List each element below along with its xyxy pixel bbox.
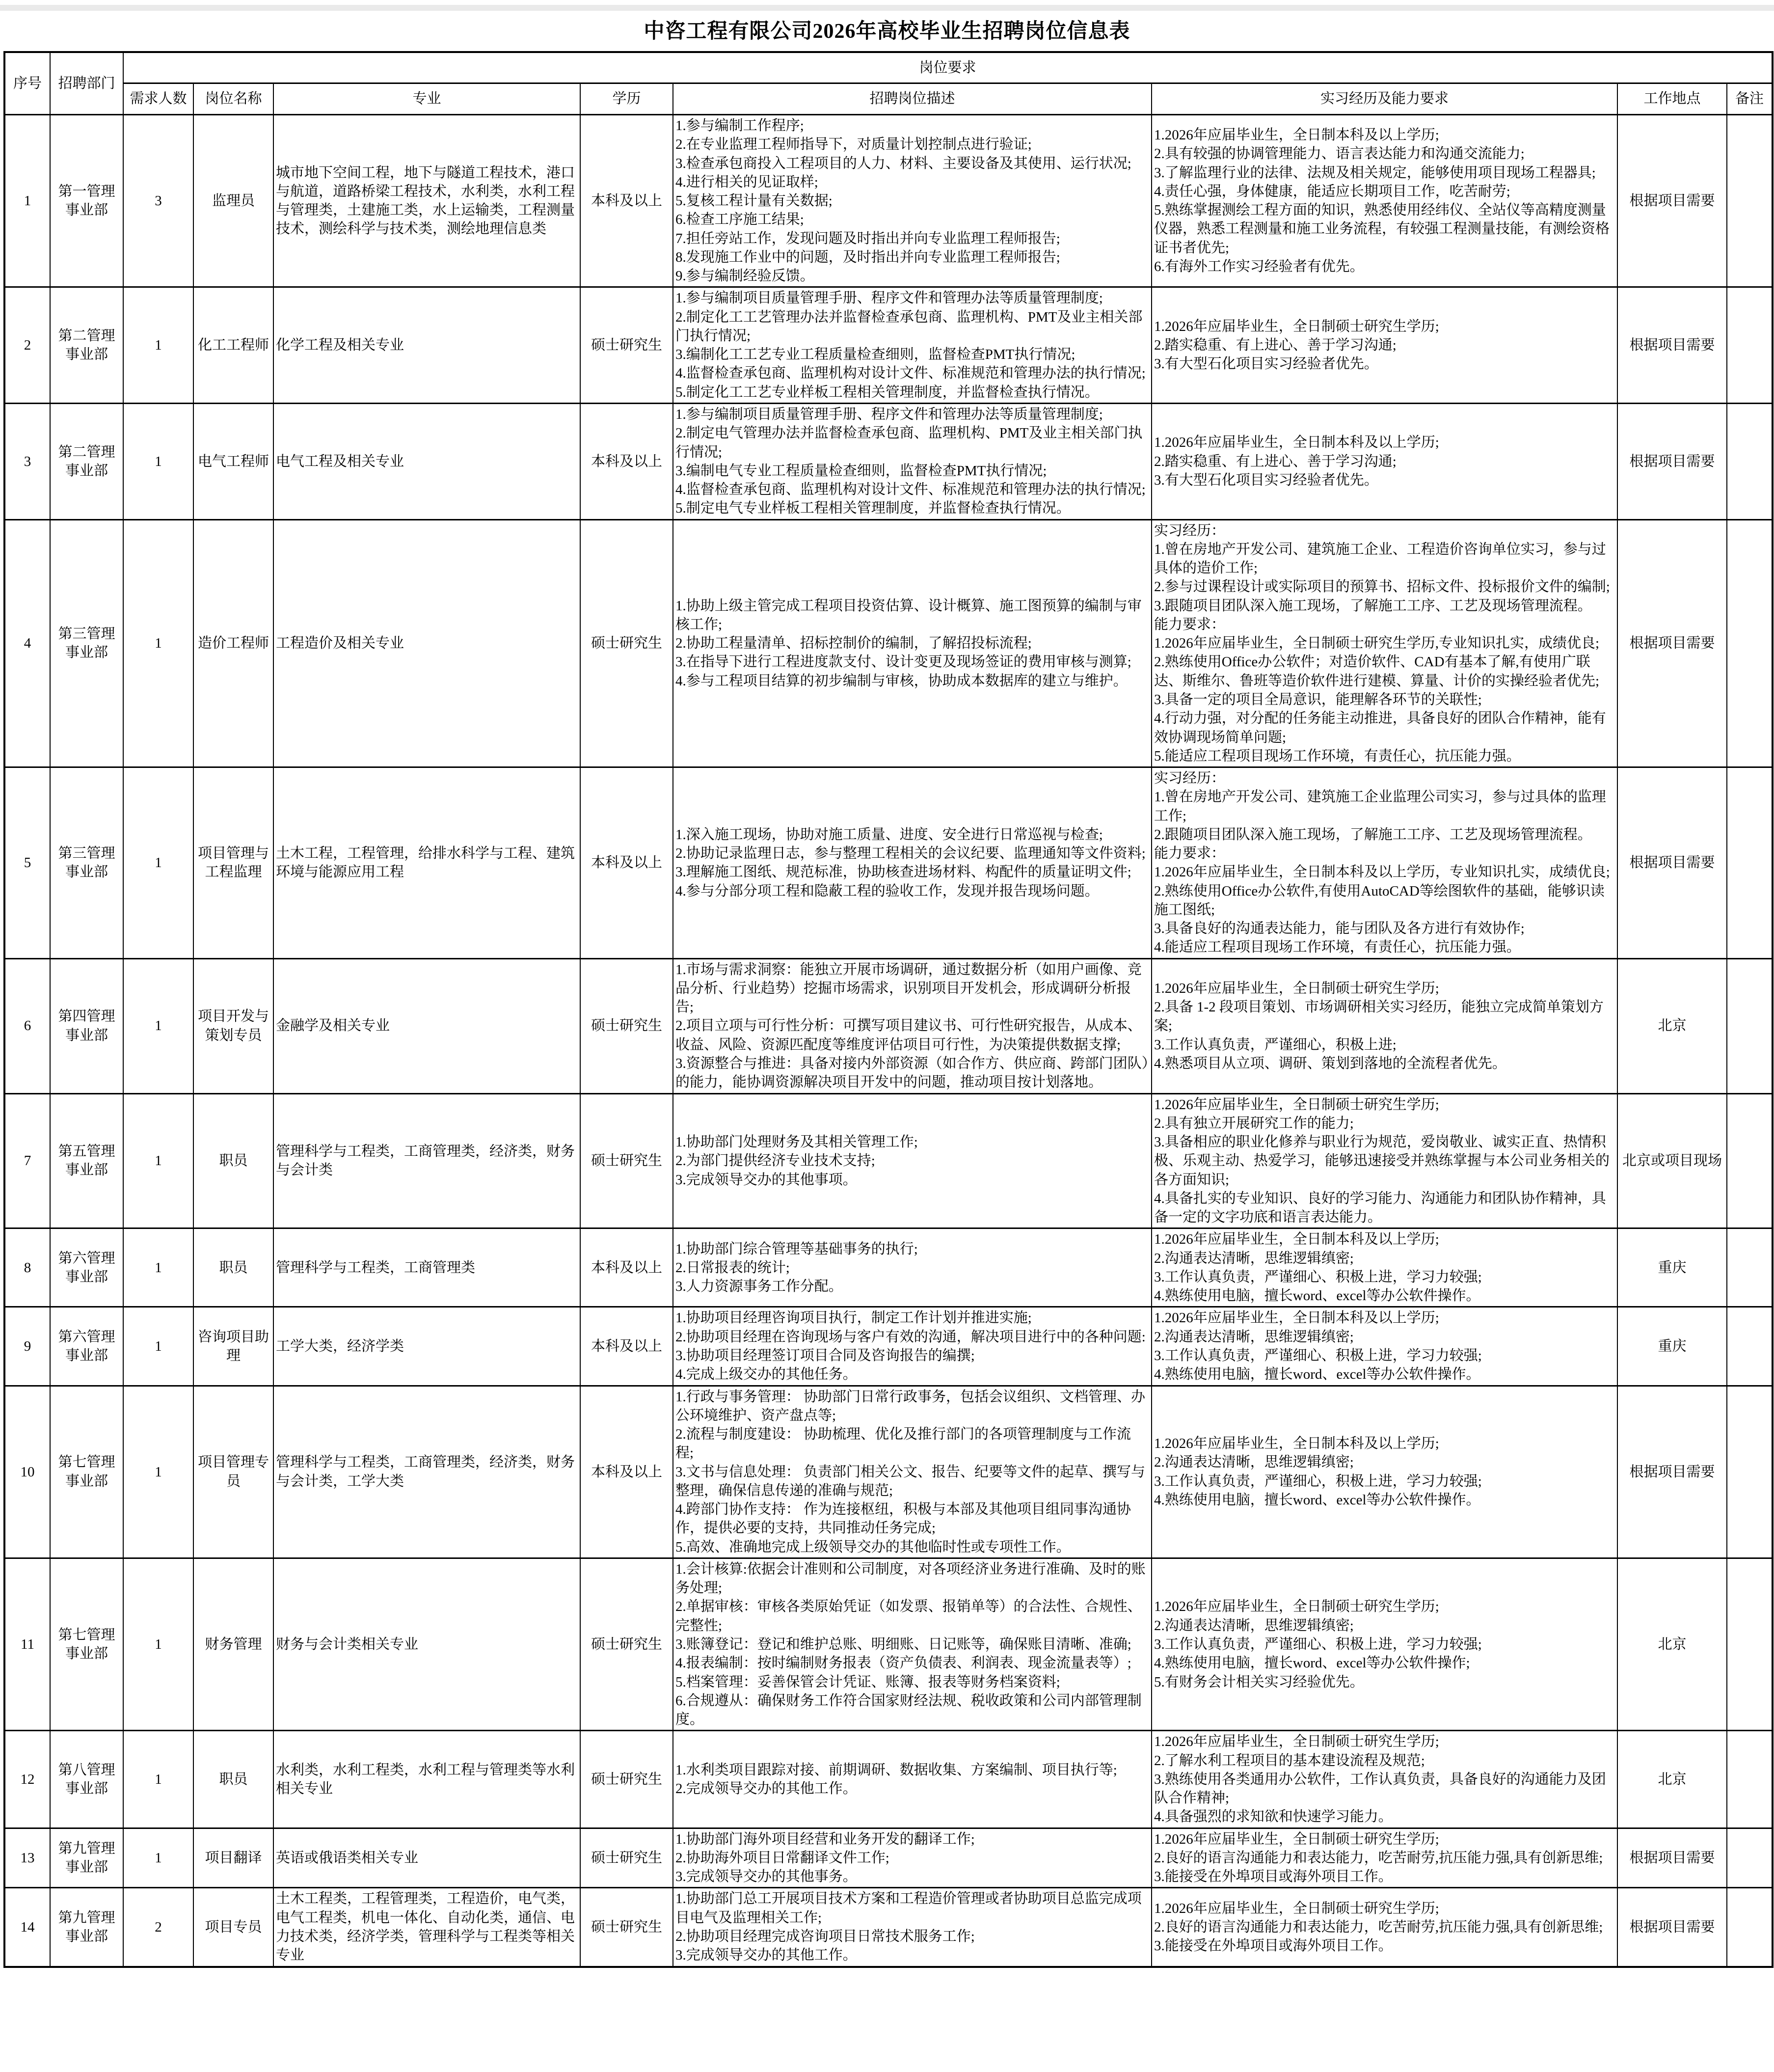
cell-serial-number: 2 — [4, 287, 50, 404]
cell-position-name: 化工工程师 — [193, 287, 273, 404]
cell-work-location: 根据项目需要 — [1617, 767, 1727, 959]
cell-work-location: 北京 — [1617, 1558, 1727, 1730]
cell-experience-requirements: 1.2026年应届毕业生，全日制硕士研究生学历; 2.沟通表达清晰，思维逻辑缜密; 3.工作认真负责，严谨细心、积极上进，学习力较强; 4.熟练使用电脑，擅长word、excel等办公软件操作; 5.有财务会计相关实习经验优先。 — [1152, 1558, 1617, 1730]
cell-major: 管理科学与工程类，工商管理类，经济类，财务与会计类，工学大类 — [273, 1386, 580, 1558]
header-requirement-group: 岗位要求 — [123, 52, 1773, 83]
cell-position-name: 职员 — [193, 1093, 273, 1228]
cell-department: 第二管理事业部 — [50, 287, 123, 404]
cell-experience-requirements: 实习经历： 1.曾在房地产开发公司、建筑施工企业监理公司实习，参与过具体的监理工作; 2.跟随项目团队深入施工现场，了解施工工序、工艺及现场管理流程。 能力要求： 1.2026年应届毕业生，全日制本科及以上学历，专业知识扎实，成绩优良; 2.熟练使用Office办公软件,有使用AutoCAD等绘图软件的基础，能够识读施工图纸; 3.具备良好的沟通表达能力，能与团队及各方进行有效协作; 4.能适应工程项目现场工作环境，有责任心，抗压能力强。 — [1152, 767, 1617, 959]
table-row — [4, 767, 1773, 959]
table-body — [4, 115, 1773, 1967]
cell-headcount: 1 — [123, 1093, 193, 1228]
cell-headcount: 1 — [123, 1731, 193, 1828]
cell-major: 管理科学与工程类，工商管理类 — [273, 1228, 580, 1307]
page-title: 中咨工程有限公司2026年高校毕业生招聘岗位信息表 — [644, 20, 1130, 43]
cell-serial-number: 12 — [4, 1731, 50, 1828]
cell-experience-requirements: 1.2026年应届毕业生，全日制硕士研究生学历; 2.具有独立开展研究工作的能力; 3.具备相应的职业化修养与职业行为规范，爱岗敬业、诚实正直、热情积极、乐观主动、热爱学习，能够迅速接受并熟练掌握与本公司业务相关的各方面知识; 4.具备扎实的专业知识、良好的学习能力、沟通能力和团队协作精神，具备一定的文字功底和语言表达能力。 — [1152, 1093, 1617, 1228]
cell-experience-requirements: 1.2026年应届毕业生，全日制本科及以上学历; 2.踏实稳重、有上进心、善于学习沟通; 3.有大型石化项目实习经验者优先。 — [1152, 403, 1617, 519]
cell-headcount: 1 — [123, 767, 193, 959]
cell-headcount: 1 — [123, 1828, 193, 1888]
cell-headcount: 1 — [123, 403, 193, 519]
cell-education: 本科及以上 — [580, 767, 673, 959]
table-row — [4, 1386, 1773, 1558]
table-row — [4, 1307, 1773, 1386]
cell-department: 第三管理事业部 — [50, 767, 123, 959]
cell-experience-requirements: 1.2026年应届毕业生，全日制本科及以上学历; 2.沟通表达清晰，思维逻辑缜密; 3.工作认真负责，严谨细心、积极上进，学习力较强; 4.熟练使用电脑，擅长word、excel等办公软件操作。 — [1152, 1307, 1617, 1386]
cell-experience-requirements: 实习经历： 1.曾在房地产开发公司、建筑施工企业、工程造价咨询单位实习，参与过具体的造价工作; 2.参与过课程设计或实际项目的预算书、招标文件、投标报价文件的编制; 3.跟随项目团队深入施工现场，了解施工工序、工艺及现场管理流程。 能力要求： 1.2026年应届毕业生，全日制硕士研究生学历,专业知识扎实，成绩优良; 2.熟练使用Office办公软件；对造价软件、CAD有基本了解,有使用广联达、斯维尔、鲁班等造价软件进行建模、算量、计价的实操经验者优先; 3.具备一定的项目全局意识，能理解各环节的关联性; 4.行动力强，对分配的任务能主动推进，具备良好的团队合作精神，能有效协调现场简单问题; 5.能适应工程项目现场工作环境，有责任心，抗压能力强。 — [1152, 519, 1617, 767]
cell-education: 硕士研究生 — [580, 519, 673, 767]
cell-department: 第一管理事业部 — [50, 115, 123, 287]
cell-remark — [1727, 1888, 1773, 1967]
cell-remark — [1727, 767, 1773, 959]
cell-experience-requirements: 1.2026年应届毕业生，全日制硕士研究生学历; 2.良好的语言沟通能力和表达能力，吃苦耐劳,抗压能力强,具有创新思维; 3.能接受在外埠项目或海外项目工作。 — [1152, 1828, 1617, 1888]
cell-serial-number: 3 — [4, 403, 50, 519]
table-row — [4, 1888, 1773, 1967]
cell-education: 本科及以上 — [580, 1228, 673, 1307]
cell-department: 第七管理事业部 — [50, 1558, 123, 1730]
cell-job-description: 1.协助部门总工开展项目技术方案和工程造价管理或者协助项目总监完成项目电气及监理相关工作; 2.协助项目经理完成咨询项目日常技术服务工作; 3.完成领导交办的其他工作。 — [673, 1888, 1152, 1967]
cell-education: 本科及以上 — [580, 1307, 673, 1386]
cell-serial-number: 14 — [4, 1888, 50, 1967]
cell-remark — [1727, 1828, 1773, 1888]
cell-remark — [1727, 1731, 1773, 1828]
header-major: 专业 — [273, 83, 580, 115]
table-row — [4, 958, 1773, 1093]
cell-job-description: 1.深入施工现场，协助对施工质量、进度、安全进行日常巡视与检查; 2.协助记录监理日志，参与整理工程相关的会议纪要、监理通知等文件资料; 3.理解施工图纸、规范标准，协助核查进场材料、构配件的质量证明文件; 4.参与分部分项工程和隐蔽工程的验收工作，发现并报告现场问题。 — [673, 767, 1152, 959]
cell-education: 硕士研究生 — [580, 1731, 673, 1828]
cell-major: 英语或俄语类相关专业 — [273, 1828, 580, 1888]
header-position: 岗位名称 — [193, 83, 273, 115]
cell-education: 硕士研究生 — [580, 1093, 673, 1228]
cell-department: 第九管理事业部 — [50, 1888, 123, 1967]
cell-job-description: 1.参与编制项目质量管理手册、程序文件和管理办法等质量管理制度; 2.制定电气管理办法并监督检查承包商、监理机构、PMT及业主相关部门执行情况; 3.编制电气专业工程质量检查细则，监督检查PMT执行情况; 4.监督检查承包商、监理机构对设计文件、标准规范和管理办法的执行情况; 5.制定电气专业样板工程相关管理制度，并监督检查执行情况。 — [673, 403, 1152, 519]
cell-major: 财务与会计类相关专业 — [273, 1558, 580, 1730]
cell-serial-number: 11 — [4, 1558, 50, 1730]
cell-position-name: 职员 — [193, 1731, 273, 1828]
cell-job-description: 1.参与编制工作程序; 2.在专业监理工程师指导下，对质量计划控制点进行验证; 3.检查承包商投入工程项目的人力、材料、主要设备及其使用、运行状况; 4.进行相关的见证取样; 5.复核工程计量有关数据; 6.检查工序施工结果; 7.担任旁站工作，发现问题及时指出并向专业监理工程师报告; 8.发现施工作业中的问题，及时指出并向专业监理工程师报告; 9.参与编制经验反馈。 — [673, 115, 1152, 287]
cell-job-description: 1.行政与事务管理： 协助部门日常行政事务，包括会议组织、文档管理、办公环境维护、资产盘点等; 2.流程与制度建设： 协助梳理、优化及推行部门的各项管理制度与工作流程; 3.文书与信息处理： 负责部门相关公文、报告、纪要等文件的起草、撰写与整理，确保信息传递的准确与规范; 4.跨部门协作支持： 作为连接枢纽，积极与本部及其他项目组同事沟通协作，提供必要的支持，共同推动任务完成; 5.高效、准确地完成上级领导交办的其他临时性或专项性工作。 — [673, 1386, 1152, 1558]
cell-work-location: 根据项目需要 — [1617, 1828, 1727, 1888]
cell-job-description: 1.协助项目经理咨询项目执行，制定工作计划并推进实施; 2.协助项目经理在咨询现场与客户有效的沟通，解决项目进行中的各种问题: 3.协助项目经理签订项目合同及咨询报告的编撰; 4.完成上级交办的其他任务。 — [673, 1307, 1152, 1386]
cell-serial-number: 9 — [4, 1307, 50, 1386]
cell-experience-requirements: 1.2026年应届毕业生，全日制本科及以上学历; 2.沟通表达清晰，思维逻辑缜密; 3.工作认真负责，严谨细心，积极上进，学习力较强; 4.熟练使用电脑，擅长word、excel等办公软件操作。 — [1152, 1386, 1617, 1558]
table-row — [4, 1828, 1773, 1888]
cell-position-name: 职员 — [193, 1228, 273, 1307]
cell-headcount: 1 — [123, 1558, 193, 1730]
cell-department: 第四管理事业部 — [50, 958, 123, 1093]
cell-serial-number: 4 — [4, 519, 50, 767]
cell-major: 电气工程及相关专业 — [273, 403, 580, 519]
cell-major: 管理科学与工程类，工商管理类，经济类，财务与会计类 — [273, 1093, 580, 1228]
cell-department: 第七管理事业部 — [50, 1386, 123, 1558]
cell-serial-number: 1 — [4, 115, 50, 287]
page-root — [0, 15, 1774, 1968]
cell-remark — [1727, 519, 1773, 767]
cell-work-location: 北京或项目现场 — [1617, 1093, 1727, 1228]
cell-headcount: 1 — [123, 287, 193, 404]
cell-job-description: 1.水利类项目跟踪对接、前期调研、数据收集、方案编制、项目执行等; 2.完成领导交办的其他工作。 — [673, 1731, 1152, 1828]
cell-education: 本科及以上 — [580, 115, 673, 287]
cell-job-description: 1.参与编制项目质量管理手册、程序文件和管理办法等质量管理制度; 2.制定化工工艺管理办法并监督检查承包商、监理机构、PMT及业主相关部门执行情况; 3.编制化工工艺专业工程质量检查细则，监督检查PMT执行情况; 4.监督检查承包商、监理机构对设计文件、标准规范和管理办法的执行情况; 5.制定化工工艺专业样板工程相关管理制度，并监督检查执行情况。 — [673, 287, 1152, 404]
cell-serial-number: 10 — [4, 1386, 50, 1558]
cell-work-location: 北京 — [1617, 1731, 1727, 1828]
cell-work-location: 根据项目需要 — [1617, 519, 1727, 767]
cell-headcount: 1 — [123, 958, 193, 1093]
cell-major: 水利类，水利工程类，水利工程与管理类等水利相关专业 — [273, 1731, 580, 1828]
header-experience: 实习经历及能力要求 — [1152, 83, 1617, 115]
cell-major: 城市地下空间工程，地下与隧道工程技术，港口与航道，道路桥梁工程技术，水利类，水利工程与管理类，土建施工类，水上运输类，工程测量技术，测绘科学与技术类，测绘地理信息类 — [273, 115, 580, 287]
cell-education: 硕士研究生 — [580, 958, 673, 1093]
table-row — [4, 519, 1773, 767]
table-row — [4, 1228, 1773, 1307]
cell-department: 第五管理事业部 — [50, 1093, 123, 1228]
cell-major: 土木工程类，工程管理类，工程造价，电气类，电气工程类，机电一体化、自动化类，通信、电力技术类，经济学类，管理科学与工程类等相关专业 — [273, 1888, 580, 1967]
top-gray-strip — [0, 5, 1774, 11]
cell-position-name: 咨询项目助理 — [193, 1307, 273, 1386]
cell-remark — [1727, 1307, 1773, 1386]
cell-position-name: 财务管理 — [193, 1558, 273, 1730]
cell-job-description: 1.会计核算:依据会计准则和公司制度，对各项经济业务进行准确、及时的账务处理; 2.单据审核：审核各类原始凭证（如发票、报销单等）的合法性、合规性、完整性; 3.账簿登记：登记和维护总账、明细账、日记账等，确保账目清晰、准确; 4.报表编制：按时编制财务报表（资产负债表、利润表、现金流量表等）; 5.档案管理：妥善保管会计凭证、账簿、报表等财务档案资料; 6.合规遵从：确保财务工作符合国家财经法规、税收政策和公司内部管理制度。 — [673, 1558, 1152, 1730]
cell-major: 化学工程及相关专业 — [273, 287, 580, 404]
table-row — [4, 1093, 1773, 1228]
cell-experience-requirements: 1.2026年应届毕业生，全日制硕士研究生学历; 2.了解水利工程项目的基本建设流程及规范; 3.熟练使用各类通用办公软件，工作认真负责，具备良好的沟通能力及团队合作精神; 4.具备强烈的求知欲和快速学习能力。 — [1152, 1731, 1617, 1828]
cell-experience-requirements: 1.2026年应届毕业生，全日制硕士研究生学历; 2.良好的语言沟通能力和表达能力，吃苦耐劳,抗压能力强,具有创新思维; 3.能接受在外埠项目或海外项目工作。 — [1152, 1888, 1617, 1967]
table-row — [4, 1731, 1773, 1828]
cell-work-location: 根据项目需要 — [1617, 403, 1727, 519]
cell-headcount: 1 — [123, 1228, 193, 1307]
cell-work-location: 根据项目需要 — [1617, 287, 1727, 404]
table-row — [4, 115, 1773, 287]
cell-experience-requirements: 1.2026年应届毕业生，全日制本科及以上学历; 2.沟通表达清晰，思维逻辑缜密; 3.工作认真负责，严谨细心、积极上进，学习力较强; 4.熟练使用电脑，擅长word、excel等办公软件操作。 — [1152, 1228, 1617, 1307]
cell-position-name: 项目专员 — [193, 1888, 273, 1967]
cell-education: 硕士研究生 — [580, 1828, 673, 1888]
header-no: 序号 — [4, 52, 50, 115]
cell-major: 工程造价及相关专业 — [273, 519, 580, 767]
cell-job-description: 1.协助上级主管完成工程项目投资估算、设计概算、施工图预算的编制与审核工作; 2.协助工程量清单、招标控制价的编制，了解招投标流程; 3.在指导下进行工程进度款支付、设计变更及现场签证的费用审核与测算; 4.参与工程项目结算的初步编制与审核，协助成本数据库的建立与维护。 — [673, 519, 1152, 767]
cell-work-location: 重庆 — [1617, 1228, 1727, 1307]
header-count: 需求人数 — [123, 83, 193, 115]
cell-position-name: 项目开发与策划专员 — [193, 958, 273, 1093]
cell-remark — [1727, 287, 1773, 404]
cell-serial-number: 8 — [4, 1228, 50, 1307]
cell-remark — [1727, 403, 1773, 519]
cell-work-location: 根据项目需要 — [1617, 1386, 1727, 1558]
cell-education: 硕士研究生 — [580, 287, 673, 404]
table-row — [4, 287, 1773, 404]
cell-work-location: 根据项目需要 — [1617, 115, 1727, 287]
cell-headcount: 2 — [123, 1888, 193, 1967]
cell-experience-requirements: 1.2026年应届毕业生，全日制本科及以上学历; 2.具有较强的协调管理能力、语言表达能力和沟通交流能力; 3.了解监理行业的法律、法规及相关规定，能够使用项目现场工程器具; 4.责任心强，身体健康，能适应长期项目工作，吃苦耐劳; 5.熟练掌握测绘工程方面的知识，熟悉使用经纬仪、全站仪等高精度测量仪器，熟悉工程测量和施工业务流程，有较强工程测量技能，有测绘资格证书者优先; 6.有海外工作实习经验者有优先。 — [1152, 115, 1617, 287]
cell-work-location: 北京 — [1617, 958, 1727, 1093]
cell-department: 第九管理事业部 — [50, 1828, 123, 1888]
cell-education: 硕士研究生 — [580, 1888, 673, 1967]
header-location: 工作地点 — [1617, 83, 1727, 115]
table-row — [4, 1558, 1773, 1730]
cell-serial-number: 6 — [4, 958, 50, 1093]
header-row-group — [4, 52, 1773, 83]
cell-work-location: 重庆 — [1617, 1307, 1727, 1386]
cell-position-name: 项目翻译 — [193, 1828, 273, 1888]
cell-headcount: 1 — [123, 519, 193, 767]
table-header — [4, 52, 1773, 115]
cell-serial-number: 13 — [4, 1828, 50, 1888]
cell-remark — [1727, 1558, 1773, 1730]
cell-major: 工学大类，经济学类 — [273, 1307, 580, 1386]
cell-remark — [1727, 1386, 1773, 1558]
cell-department: 第六管理事业部 — [50, 1307, 123, 1386]
cell-department: 第三管理事业部 — [50, 519, 123, 767]
cell-department: 第八管理事业部 — [50, 1731, 123, 1828]
cell-remark — [1727, 1093, 1773, 1228]
cell-serial-number: 5 — [4, 767, 50, 959]
cell-headcount: 1 — [123, 1386, 193, 1558]
cell-remark — [1727, 1228, 1773, 1307]
cell-major: 土木工程，工程管理，给排水科学与工程、建筑环境与能源应用工程 — [273, 767, 580, 959]
cell-job-description: 1.市场与需求洞察：能独立开展市场调研，通过数据分析（如用户画像、竞品分析、行业趋势）挖掘市场需求，识别项目开发机会，形成调研分析报告; 2.项目立项与可行性分析：可撰写项目建议书、可行性研究报告，从成本、收益、风险、资源匹配度等维度评估项目可行性，为决策提供数据支撑; 3.资源整合与推进：具备对接内外部资源（如合作方、供应商、跨部门团队）的能力，能协调资源解决项目开发中的问题，推动项目按计划落地。 — [673, 958, 1152, 1093]
cell-experience-requirements: 1.2026年应届毕业生，全日制硕士研究生学历; 2.踏实稳重、有上进心、善于学习沟通; 3.有大型石化项目实习经验者优先。 — [1152, 287, 1617, 404]
table-row — [4, 403, 1773, 519]
recruitment-table — [3, 51, 1774, 1968]
cell-education: 本科及以上 — [580, 403, 673, 519]
header-description: 招聘岗位描述 — [673, 83, 1152, 115]
cell-position-name: 电气工程师 — [193, 403, 273, 519]
cell-major: 金融学及相关专业 — [273, 958, 580, 1093]
cell-position-name: 监理员 — [193, 115, 273, 287]
cell-job-description: 1.协助部门综合管理等基础事务的执行; 2.日常报表的统计; 3.人力资源事务工作分配。 — [673, 1228, 1152, 1307]
header-remark: 备注 — [1727, 83, 1773, 115]
cell-education: 硕士研究生 — [580, 1558, 673, 1730]
cell-headcount: 3 — [123, 115, 193, 287]
cell-remark — [1727, 958, 1773, 1093]
cell-work-location: 根据项目需要 — [1617, 1888, 1727, 1967]
header-dept: 招聘部门 — [50, 52, 123, 115]
cell-department: 第二管理事业部 — [50, 403, 123, 519]
cell-headcount: 1 — [123, 1307, 193, 1386]
cell-experience-requirements: 1.2026年应届毕业生，全日制硕士研究生学历; 2.具备 1-2 段项目策划、市场调研相关实习经历，能独立完成简单策划方案; 3.工作认真负责，严谨细心，积极上进; 4.熟悉项目从立项、调研、策划到落地的全流程者优先。 — [1152, 958, 1617, 1093]
cell-job-description: 1.协助部门处理财务及其相关管理工作; 2.为部门提供经济专业技术支持; 3.完成领导交办的其他事项。 — [673, 1093, 1152, 1228]
cell-department: 第六管理事业部 — [50, 1228, 123, 1307]
cell-remark — [1727, 115, 1773, 287]
cell-position-name: 项目管理专员 — [193, 1386, 273, 1558]
header-row-columns — [4, 83, 1773, 115]
cell-education: 本科及以上 — [580, 1386, 673, 1558]
header-education: 学历 — [580, 83, 673, 115]
cell-job-description: 1.协助部门海外项目经营和业务开发的翻译工作; 2.协助海外项目日常翻译文件工作; 3.完成领导交办的其他事务。 — [673, 1828, 1152, 1888]
cell-position-name: 造价工程师 — [193, 519, 273, 767]
cell-position-name: 项目管理与工程监理 — [193, 767, 273, 959]
cell-serial-number: 7 — [4, 1093, 50, 1228]
